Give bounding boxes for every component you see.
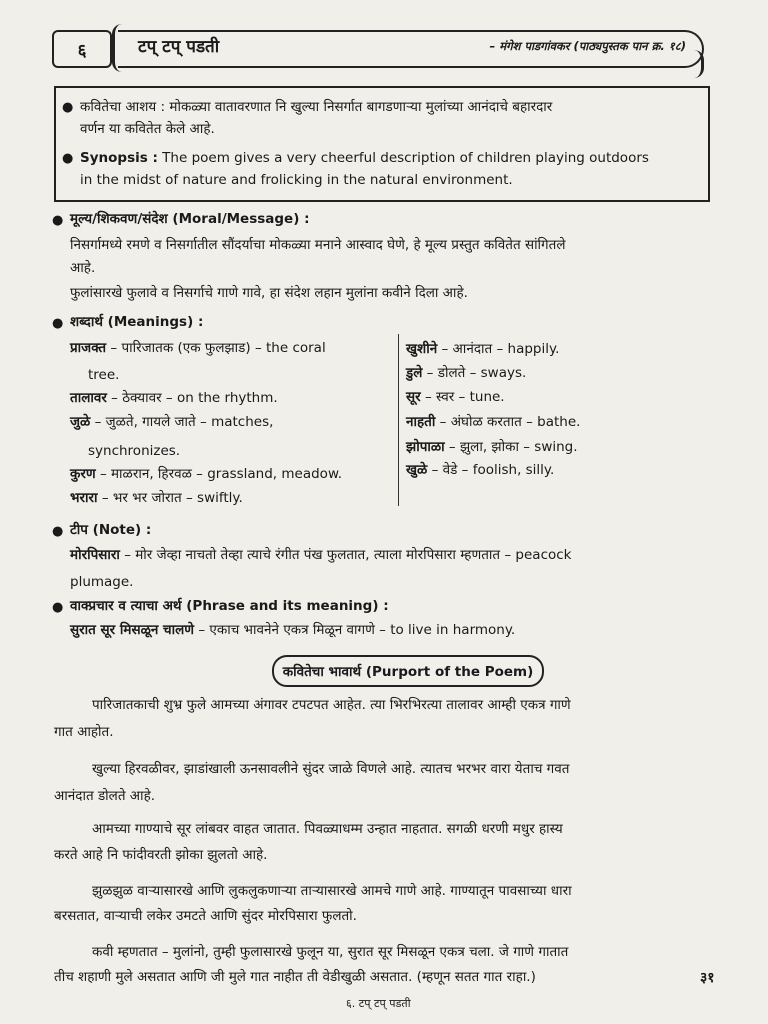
meaning-word: तालावर <box>70 390 107 406</box>
meaning-definition: – जुळते, गायले जाते – matches, <box>90 414 274 430</box>
purport-p2-line-2: आनंदात डोलते आहे. <box>54 788 156 804</box>
meaning-definition: – ठेक्यावर – on the rhythm. <box>106 390 278 406</box>
meaning-definition: – झुला, झोका – swing. <box>444 439 578 455</box>
phrase-line <box>70 621 515 639</box>
column-divider <box>398 334 399 506</box>
purport-p3-line-2: करते आहे नि फांदीवरती झोका झुलतो आहे. <box>54 847 268 863</box>
bullet-icon: ● <box>62 100 74 115</box>
bullet-icon: ● <box>62 151 74 166</box>
phrase-heading: वाक्प्रचार व त्याचा अर्थ (Phrase and its meaning) : <box>70 598 389 614</box>
purport-p4-line-2: बरसतात, वाऱ्याची लकेर उमटते आणि सुंदर मोरपिसारा फुलतो. <box>54 908 357 924</box>
meaning-right-0 <box>406 340 559 358</box>
purport-p5-line-2: तीच शहाणी मुले असतात आणि जी मुले गात नाहीत ती वेडीखुळी असतात. (म्हणून सतत गात राहा.) <box>54 969 536 985</box>
author-reference: – मंगेश पाडगांवकर (पाठ्यपुस्तक पान क्र. १८) <box>489 39 686 53</box>
meaning-word: सूर <box>406 389 421 405</box>
meaning-left-4 <box>88 442 180 460</box>
meaning-definition: – डोलते – sways. <box>422 365 527 381</box>
phrase-word: सुरात सूर मिसळून चालणे <box>70 622 195 638</box>
note-line-1 <box>70 546 572 564</box>
meaning-word: भरारा <box>70 490 98 506</box>
moral-line-3: फुलांसारखे फुलावे व निसर्गाचे गाणे गावे, हा संदेश लहान मुलांना कवीने दिला आहे. <box>70 285 468 301</box>
meaning-definition: – भर भर जोरात – swiftly. <box>97 490 243 506</box>
meaning-definition: – स्वर – tune. <box>420 389 505 405</box>
meaning-left-6 <box>70 489 243 507</box>
page-number: ३१ <box>700 970 715 986</box>
purport-p4-line-1: झुळझुळ वाऱ्यासारखे आणि लुकलुकणाऱ्या ताऱ्यासारखे आमचे गाणे आहे. गाण्यातून पावसाच्या धारा <box>92 883 572 899</box>
purport-p1-line-1: पारिजातकाची शुभ्र फुले आमच्या अंगावर टपटपत आहेत. त्या भिरभिरत्या तालावर आम्ही एकत्र गाणे <box>92 697 571 713</box>
note-heading: टीप (Note) : <box>70 522 152 538</box>
meaning-definition: – पारिजातक (एक फुलझाड) – the coral <box>106 340 326 356</box>
meaning-left-1 <box>88 366 119 384</box>
phrase-meaning: – एकाच भावनेने एकत्र मिळून वागणे – to live in harmony. <box>194 622 516 638</box>
note-line-2: plumage. <box>70 574 134 590</box>
meaning-word: नाहती <box>406 414 436 430</box>
note-word: मोरपिसारा <box>70 547 120 563</box>
purport-heading: कवितेचा भावार्थ (Purport of the Poem) <box>272 655 544 687</box>
meaning-definition: tree. <box>88 367 120 383</box>
note-definition: – मोर जेव्हा नाचतो तेव्हा त्याचे रंगीत पंख फुलतात, त्याला मोरपिसारा म्हणतात – peacock <box>119 547 572 563</box>
bullet-icon: ● <box>52 600 64 615</box>
aashay-line-1 <box>80 98 552 116</box>
meaning-definition: – माळरान, हिरवळ – grassland, meadow. <box>95 466 343 482</box>
meaning-left-3 <box>70 413 273 431</box>
synopsis-line-1 <box>80 149 649 167</box>
chapter-header <box>52 24 704 72</box>
meaning-left-2 <box>70 389 278 407</box>
bullet-icon: ● <box>52 213 64 228</box>
meaning-right-4 <box>406 438 578 456</box>
aashay-label: कवितेचा आशय : <box>80 99 166 115</box>
meaning-definition: – अंघोळ करतात – bathe. <box>435 414 581 430</box>
meaning-left-0 <box>70 339 326 357</box>
meanings-heading: शब्दार्थ (Meanings) : <box>70 314 204 330</box>
purport-p2-line-1: खुल्या हिरवळीवर, झाडांखाली ऊनसावलीने सुंदर जाळे विणले आहे. त्यातच भरभर वारा येताच गवत <box>92 761 570 777</box>
meaning-word: झोपाळा <box>406 439 445 455</box>
bullet-icon: ● <box>52 524 64 539</box>
meaning-word: प्राजक्त <box>70 340 107 356</box>
running-footer: ६. टप् टप् पडती <box>346 997 411 1010</box>
chapter-number: ६ <box>52 30 112 68</box>
aashay-line-2: वर्णन या कवितेत केले आहे. <box>80 121 215 137</box>
purport-p3-line-1: आमच्या गाण्याचे सूर लांबवर वाहत जातात. पिवळ्याधम्म उन्हात नाहतात. सगळी धरणी मधुर हास्य <box>92 821 563 837</box>
meaning-right-1 <box>406 364 526 382</box>
moral-line-1: निसर्गामध्ये रमणे व निसर्गातील सौंदर्याचा मोकळ्या मनाने आस्वाद घेणे, हे मूल्य प्रस्तुत कवितेत सांगितले <box>70 237 566 253</box>
purport-p5-line-1: कवी म्हणतात – मुलांनो, तुम्ही फुलासारखे फुलून या, सुरात सूर मिसळून एकत्र चला. जे गाणे गातात <box>92 944 569 960</box>
meaning-word: डुले <box>406 365 423 381</box>
meaning-right-5 <box>406 461 554 479</box>
scroll-ornament-right <box>691 50 704 78</box>
synopsis-text-1: The poem gives a very cheerful description of children playing outdoors <box>162 150 649 166</box>
meaning-word: जुळे <box>70 414 91 430</box>
meaning-right-3 <box>406 413 580 431</box>
meaning-definition: – आनंदात – happily. <box>437 341 560 357</box>
aashay-text-1: मोकळ्या वातावरणात नि खुल्या निसर्गात बागडणाऱ्या मुलांच्या आनंदाचे बहारदार <box>169 99 553 115</box>
meaning-word: खुशीने <box>406 341 438 357</box>
chapter-title: टप् टप् पडती <box>138 37 220 57</box>
meaning-word: खुळे <box>406 462 428 478</box>
moral-line-2: आहे. <box>70 260 96 276</box>
meaning-definition: synchronizes. <box>88 443 181 459</box>
moral-heading: मूल्य/शिकवण/संदेश (Moral/Message) : <box>70 211 310 227</box>
meaning-left-5 <box>70 465 342 483</box>
bullet-icon: ● <box>52 316 64 331</box>
meaning-word: कुरण <box>70 466 96 482</box>
purport-p1-line-2: गात आहोत. <box>54 724 114 740</box>
meaning-definition: – वेडे – foolish, silly. <box>427 462 555 478</box>
synopsis-label: Synopsis : <box>80 150 158 166</box>
meaning-right-2 <box>406 388 505 406</box>
synopsis-line-2: in the midst of nature and frolicking in the natural environment. <box>80 172 513 188</box>
